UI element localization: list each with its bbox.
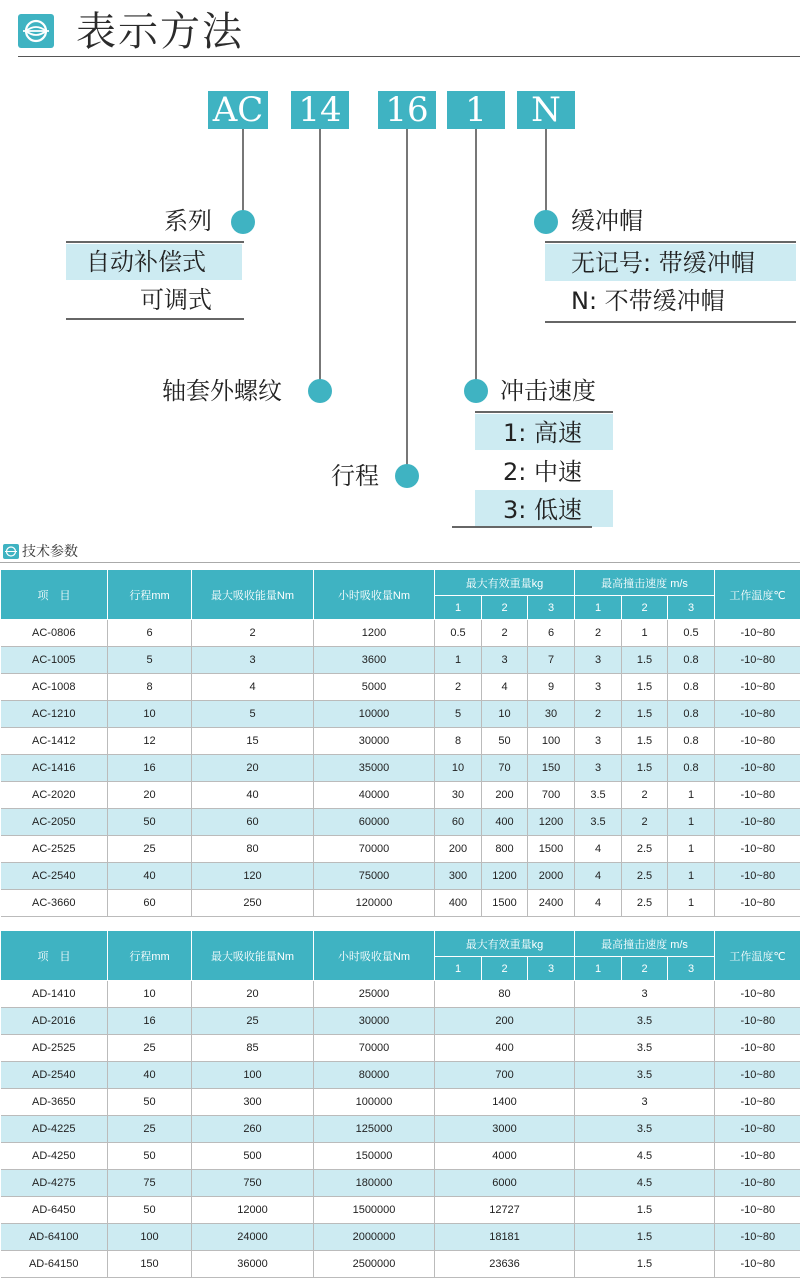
table-row xyxy=(1,701,800,728)
table-cell: AC-1005 xyxy=(1,647,108,674)
title-divider xyxy=(18,56,800,57)
table-cell: 3 xyxy=(482,647,528,674)
table-cell: 0.5 xyxy=(435,620,482,647)
table-cell: 3 xyxy=(575,755,622,782)
table-cell: -10~80 xyxy=(715,1251,800,1278)
table-cell: 500 xyxy=(192,1143,314,1170)
table-cell: AD-2540 xyxy=(1,1062,108,1089)
table-cell: 1.5 xyxy=(622,674,668,701)
table-cell: 5 xyxy=(435,701,482,728)
table-cell: AC-2050 xyxy=(1,809,108,836)
cap-option-without: N: 不带缓冲帽 xyxy=(571,287,725,315)
table-cell: AD-1410 xyxy=(1,981,108,1008)
subheader: 1 xyxy=(575,596,622,620)
table-cell: 16 xyxy=(108,1008,192,1035)
table-cell: 2.5 xyxy=(622,836,668,863)
table-cell: 1 xyxy=(668,809,715,836)
table-cell: AC-1416 xyxy=(1,755,108,782)
table-cell: 60000 xyxy=(314,809,435,836)
table-cell: 200 xyxy=(435,836,482,863)
table-cell: 1200 xyxy=(314,620,435,647)
table-cell: 2000000 xyxy=(314,1224,435,1251)
table-cell: AD-4275 xyxy=(1,1170,108,1197)
table-cell: 6 xyxy=(528,620,575,647)
table-cell: 80000 xyxy=(314,1062,435,1089)
table-cell: 6 xyxy=(108,620,192,647)
table-cell: 100 xyxy=(108,1224,192,1251)
speed-option-mid: 2: 中速 xyxy=(503,458,582,486)
table-cell: -10~80 xyxy=(715,701,800,728)
table-cell: 180000 xyxy=(314,1170,435,1197)
table-cell: AC-1412 xyxy=(1,728,108,755)
table-cell: 1 xyxy=(668,863,715,890)
table-row xyxy=(1,1089,800,1116)
table-cell: 20 xyxy=(192,755,314,782)
table-cell: 60 xyxy=(192,809,314,836)
table-cell: 4 xyxy=(192,674,314,701)
table-cell: 2 xyxy=(622,809,668,836)
table-cell: 25 xyxy=(192,1008,314,1035)
table-cell: 23636 xyxy=(435,1251,575,1278)
stroke-label: 行程 xyxy=(331,462,379,490)
table-cell: -10~80 xyxy=(715,1089,800,1116)
table-cell: -10~80 xyxy=(715,863,800,890)
series-option-adjustable: 可调式 xyxy=(140,286,212,314)
table-cell: 25 xyxy=(108,1035,192,1062)
table-cell: AD-6450 xyxy=(1,1197,108,1224)
table-cell: 15 xyxy=(192,728,314,755)
header-max-speed: 最高撞击速度 m/s xyxy=(575,931,715,957)
table-cell: 100000 xyxy=(314,1089,435,1116)
table-cell: AC-2020 xyxy=(1,782,108,809)
table-cell: AD-3650 xyxy=(1,1089,108,1116)
table-cell: 4 xyxy=(575,863,622,890)
subheader: 3 xyxy=(668,596,715,620)
table-row xyxy=(1,981,800,1008)
table-cell: 60 xyxy=(435,809,482,836)
table-cell: 40 xyxy=(108,863,192,890)
table-cell: 3.5 xyxy=(575,1062,715,1089)
table-cell: AC-3660 xyxy=(1,890,108,917)
header-temp: 工作温度℃ xyxy=(715,931,800,981)
subheader: 3 xyxy=(668,957,715,981)
table-cell: 25 xyxy=(108,836,192,863)
table-cell: 20 xyxy=(108,782,192,809)
cap-dot xyxy=(534,210,558,234)
speed-dot xyxy=(464,379,488,403)
table-cell: -10~80 xyxy=(715,782,800,809)
table-cell: -10~80 xyxy=(715,674,800,701)
table-cell: 200 xyxy=(482,782,528,809)
table-row xyxy=(1,1062,800,1089)
table-cell: 150 xyxy=(108,1251,192,1278)
table-cell: 1200 xyxy=(528,809,575,836)
table-cell: 1 xyxy=(622,620,668,647)
table-cell: AD-64100 xyxy=(1,1224,108,1251)
thread-dot xyxy=(308,379,332,403)
table-cell: 0.8 xyxy=(668,674,715,701)
table-row xyxy=(1,836,800,863)
table-row xyxy=(1,1251,800,1278)
table-cell: -10~80 xyxy=(715,1143,800,1170)
page-title: 表示方法 xyxy=(76,9,244,55)
table-cell: 4 xyxy=(482,674,528,701)
table-row xyxy=(1,620,800,647)
table-cell: AD-64150 xyxy=(1,1251,108,1278)
table-cell: AD-4225 xyxy=(1,1116,108,1143)
table-cell: 3.5 xyxy=(575,1116,715,1143)
table-row xyxy=(1,1170,800,1197)
table-cell: 1.5 xyxy=(622,701,668,728)
table-row xyxy=(1,647,800,674)
table-cell: AC-2540 xyxy=(1,863,108,890)
table-cell: -10~80 xyxy=(715,1197,800,1224)
series-top-rule xyxy=(66,241,244,243)
thread-label: 轴套外螺纹 xyxy=(162,377,282,405)
table-row xyxy=(1,728,800,755)
table-cell: 1500000 xyxy=(314,1197,435,1224)
table-cell: 1.5 xyxy=(622,755,668,782)
header-item: 项 目 xyxy=(1,570,108,620)
table-cell: 1.5 xyxy=(575,1224,715,1251)
table-cell: 3 xyxy=(575,728,622,755)
table-cell: 12 xyxy=(108,728,192,755)
ad-table-body xyxy=(1,981,800,1278)
table-cell: 2000 xyxy=(528,863,575,890)
table-cell: 12727 xyxy=(435,1197,575,1224)
table-cell: 1 xyxy=(668,890,715,917)
series-dot xyxy=(231,210,255,234)
table-cell: 1200 xyxy=(482,863,528,890)
table-cell: 50 xyxy=(108,809,192,836)
table-cell: 20 xyxy=(192,981,314,1008)
connector-series xyxy=(242,129,244,223)
connector-thread xyxy=(319,129,321,391)
section-icon xyxy=(3,544,19,559)
table-cell: 80 xyxy=(192,836,314,863)
header-item: 项 目 xyxy=(1,931,108,981)
table-cell: 260 xyxy=(192,1116,314,1143)
table-cell: 5 xyxy=(108,647,192,674)
table-cell: AD-4250 xyxy=(1,1143,108,1170)
table-cell: 50 xyxy=(108,1197,192,1224)
table-cell: 2 xyxy=(575,620,622,647)
table-cell: 30000 xyxy=(314,728,435,755)
table-cell: 9 xyxy=(528,674,575,701)
table-cell: 3 xyxy=(192,647,314,674)
table-cell: 125000 xyxy=(314,1116,435,1143)
table-cell: 4000 xyxy=(435,1143,575,1170)
table-row xyxy=(1,1143,800,1170)
table-cell: 120000 xyxy=(314,890,435,917)
table-cell: 40000 xyxy=(314,782,435,809)
table-cell: 75000 xyxy=(314,863,435,890)
table-cell: 1 xyxy=(668,836,715,863)
table-cell: 400 xyxy=(435,1035,575,1062)
header-max-weight: 最大有效重量kg xyxy=(435,570,575,596)
table-cell: 300 xyxy=(192,1089,314,1116)
table-cell: 36000 xyxy=(192,1251,314,1278)
table-row xyxy=(1,1116,800,1143)
table-cell: 8 xyxy=(435,728,482,755)
subheader: 1 xyxy=(435,596,482,620)
table-row xyxy=(1,1197,800,1224)
table-cell: -10~80 xyxy=(715,836,800,863)
table-row xyxy=(1,863,800,890)
table-row xyxy=(1,1035,800,1062)
table-cell: -10~80 xyxy=(715,620,800,647)
table-cell: 60 xyxy=(108,890,192,917)
speed-option-low: 3: 低速 xyxy=(503,496,582,524)
table-cell: 3.5 xyxy=(575,782,622,809)
table-cell: 5000 xyxy=(314,674,435,701)
table-cell: -10~80 xyxy=(715,1170,800,1197)
header-max-energy: 最大吸收能量Nm xyxy=(192,931,314,981)
table-cell: AC-0806 xyxy=(1,620,108,647)
series-option-auto: 自动补偿式 xyxy=(86,248,206,276)
ac-spec-table xyxy=(0,569,800,917)
table-cell: 4.5 xyxy=(575,1170,715,1197)
table-cell: -10~80 xyxy=(715,981,800,1008)
table-cell: 30 xyxy=(435,782,482,809)
cap-top-rule xyxy=(545,241,796,243)
table-cell: 0.8 xyxy=(668,755,715,782)
table-cell: 30000 xyxy=(314,1008,435,1035)
table-cell: 5 xyxy=(192,701,314,728)
table-cell: 70000 xyxy=(314,836,435,863)
table-cell: 2500000 xyxy=(314,1251,435,1278)
logo-icon xyxy=(18,14,54,48)
table-cell: 3 xyxy=(575,981,715,1008)
table-cell: 6000 xyxy=(435,1170,575,1197)
table-cell: 10 xyxy=(108,981,192,1008)
table-cell: 400 xyxy=(482,809,528,836)
table-row xyxy=(1,755,800,782)
header-max-weight: 最大有效重量kg xyxy=(435,931,575,957)
subheader: 2 xyxy=(622,957,668,981)
table-cell: -10~80 xyxy=(715,647,800,674)
table-cell: 50 xyxy=(108,1089,192,1116)
table-cell: 800 xyxy=(482,836,528,863)
table-cell: 2.5 xyxy=(622,890,668,917)
table-cell: 30 xyxy=(528,701,575,728)
table-row xyxy=(1,890,800,917)
table-cell: 2.5 xyxy=(622,863,668,890)
table-cell: 75 xyxy=(108,1170,192,1197)
table-cell: 18181 xyxy=(435,1224,575,1251)
table-cell: 2 xyxy=(435,674,482,701)
table-cell: 80 xyxy=(435,981,575,1008)
code-box-speed: 1 xyxy=(447,91,505,129)
table-cell: 1400 xyxy=(435,1089,575,1116)
table-cell: 70000 xyxy=(314,1035,435,1062)
table-cell: -10~80 xyxy=(715,1062,800,1089)
header-max-energy: 最大吸收能量Nm xyxy=(192,570,314,620)
cap-label: 缓冲帽 xyxy=(571,207,643,235)
table-row xyxy=(1,782,800,809)
speed-top-rule xyxy=(475,411,613,413)
section-title: 技术参数 xyxy=(22,544,78,560)
table-cell: 1.5 xyxy=(575,1251,715,1278)
ac-table-body xyxy=(1,620,800,917)
table-cell: 1 xyxy=(668,782,715,809)
table-row xyxy=(1,1224,800,1251)
header-hourly: 小时吸收量Nm xyxy=(314,931,435,981)
table-cell: -10~80 xyxy=(715,1008,800,1035)
table-cell: -10~80 xyxy=(715,728,800,755)
speed-option-high: 1: 高速 xyxy=(503,419,582,447)
table-cell: 700 xyxy=(435,1062,575,1089)
series-label: 系列 xyxy=(164,207,212,235)
table-cell: 1 xyxy=(435,647,482,674)
table-cell: AD-2525 xyxy=(1,1035,108,1062)
table-cell: 2 xyxy=(575,701,622,728)
connector-stroke xyxy=(406,129,408,475)
table-cell: AC-1008 xyxy=(1,674,108,701)
table-cell: 0.5 xyxy=(668,620,715,647)
speed-bottom-rule xyxy=(452,526,592,528)
table-cell: -10~80 xyxy=(715,890,800,917)
table-cell: 40 xyxy=(192,782,314,809)
header-stroke: 行程mm xyxy=(108,570,192,620)
table-cell: 3600 xyxy=(314,647,435,674)
table-cell: -10~80 xyxy=(715,1116,800,1143)
table-cell: AC-2525 xyxy=(1,836,108,863)
subheader: 1 xyxy=(575,957,622,981)
subheader: 3 xyxy=(528,957,575,981)
table-cell: AC-1210 xyxy=(1,701,108,728)
table-cell: -10~80 xyxy=(715,809,800,836)
code-box-stroke: 16 xyxy=(378,91,436,129)
table-cell: 70 xyxy=(482,755,528,782)
subheader: 3 xyxy=(528,596,575,620)
table-cell: 1.5 xyxy=(622,728,668,755)
speed-label: 冲击速度 xyxy=(500,377,596,405)
table-cell: 50 xyxy=(482,728,528,755)
table-cell: 100 xyxy=(192,1062,314,1089)
header-temp: 工作温度℃ xyxy=(715,570,800,620)
table-cell: 150000 xyxy=(314,1143,435,1170)
table-cell: AD-2016 xyxy=(1,1008,108,1035)
table-cell: 120 xyxy=(192,863,314,890)
header-hourly: 小时吸收量Nm xyxy=(314,570,435,620)
table-cell: 3 xyxy=(575,674,622,701)
table-cell: 85 xyxy=(192,1035,314,1062)
subheader: 1 xyxy=(435,957,482,981)
table-cell: 3000 xyxy=(435,1116,575,1143)
table-cell: 16 xyxy=(108,755,192,782)
table-cell: 750 xyxy=(192,1170,314,1197)
table-cell: -10~80 xyxy=(715,1224,800,1251)
table-row xyxy=(1,1008,800,1035)
table-cell: 1.5 xyxy=(575,1197,715,1224)
table-cell: 24000 xyxy=(192,1224,314,1251)
connector-speed xyxy=(475,129,477,391)
table-cell: 10 xyxy=(482,701,528,728)
table-cell: 700 xyxy=(528,782,575,809)
table-cell: 3.5 xyxy=(575,1008,715,1035)
table-row xyxy=(1,809,800,836)
code-box-thread: 14 xyxy=(291,91,349,129)
table-cell: 300 xyxy=(435,863,482,890)
code-box-series: AC xyxy=(208,91,268,129)
table-cell: 2 xyxy=(482,620,528,647)
table-cell: 10 xyxy=(108,701,192,728)
section-divider xyxy=(0,562,800,563)
table-cell: 10000 xyxy=(314,701,435,728)
cap-bottom-rule xyxy=(545,321,796,323)
table-cell: 10 xyxy=(435,755,482,782)
table-cell: 150 xyxy=(528,755,575,782)
header-stroke: 行程mm xyxy=(108,931,192,981)
table-cell: 25 xyxy=(108,1116,192,1143)
table-cell: 2 xyxy=(622,782,668,809)
table-cell: 7 xyxy=(528,647,575,674)
table-cell: 250 xyxy=(192,890,314,917)
table-cell: 4.5 xyxy=(575,1143,715,1170)
table-cell: 4 xyxy=(575,836,622,863)
table-cell: 0.8 xyxy=(668,647,715,674)
table-cell: 8 xyxy=(108,674,192,701)
connector-cap xyxy=(545,129,547,223)
table-cell: 400 xyxy=(435,890,482,917)
subheader: 2 xyxy=(482,596,528,620)
table-cell: 200 xyxy=(435,1008,575,1035)
table-cell: 100 xyxy=(528,728,575,755)
code-box-cap: N xyxy=(517,91,575,129)
table-row xyxy=(1,674,800,701)
table-cell: 3.5 xyxy=(575,809,622,836)
table-cell: 35000 xyxy=(314,755,435,782)
table-cell: 0.8 xyxy=(668,728,715,755)
table-cell: 3 xyxy=(575,1089,715,1116)
table-cell: -10~80 xyxy=(715,1035,800,1062)
table-cell: 2 xyxy=(192,620,314,647)
table-cell: 12000 xyxy=(192,1197,314,1224)
header-max-speed: 最高撞击速度 m/s xyxy=(575,570,715,596)
table-cell: 0.8 xyxy=(668,701,715,728)
table-cell: 4 xyxy=(575,890,622,917)
table-cell: 3.5 xyxy=(575,1035,715,1062)
table-cell: -10~80 xyxy=(715,755,800,782)
series-bottom-rule xyxy=(66,318,244,320)
subheader: 2 xyxy=(482,957,528,981)
cap-option-with: 无记号: 带缓冲帽 xyxy=(571,249,755,277)
ad-spec-table xyxy=(0,930,800,1278)
table-cell: 1500 xyxy=(482,890,528,917)
table-cell: 1500 xyxy=(528,836,575,863)
table-cell: 40 xyxy=(108,1062,192,1089)
table-cell: 3 xyxy=(575,647,622,674)
table-cell: 50 xyxy=(108,1143,192,1170)
table-cell: 1.5 xyxy=(622,647,668,674)
table-cell: 25000 xyxy=(314,981,435,1008)
subheader: 2 xyxy=(622,596,668,620)
table-cell: 2400 xyxy=(528,890,575,917)
stroke-dot xyxy=(395,464,419,488)
